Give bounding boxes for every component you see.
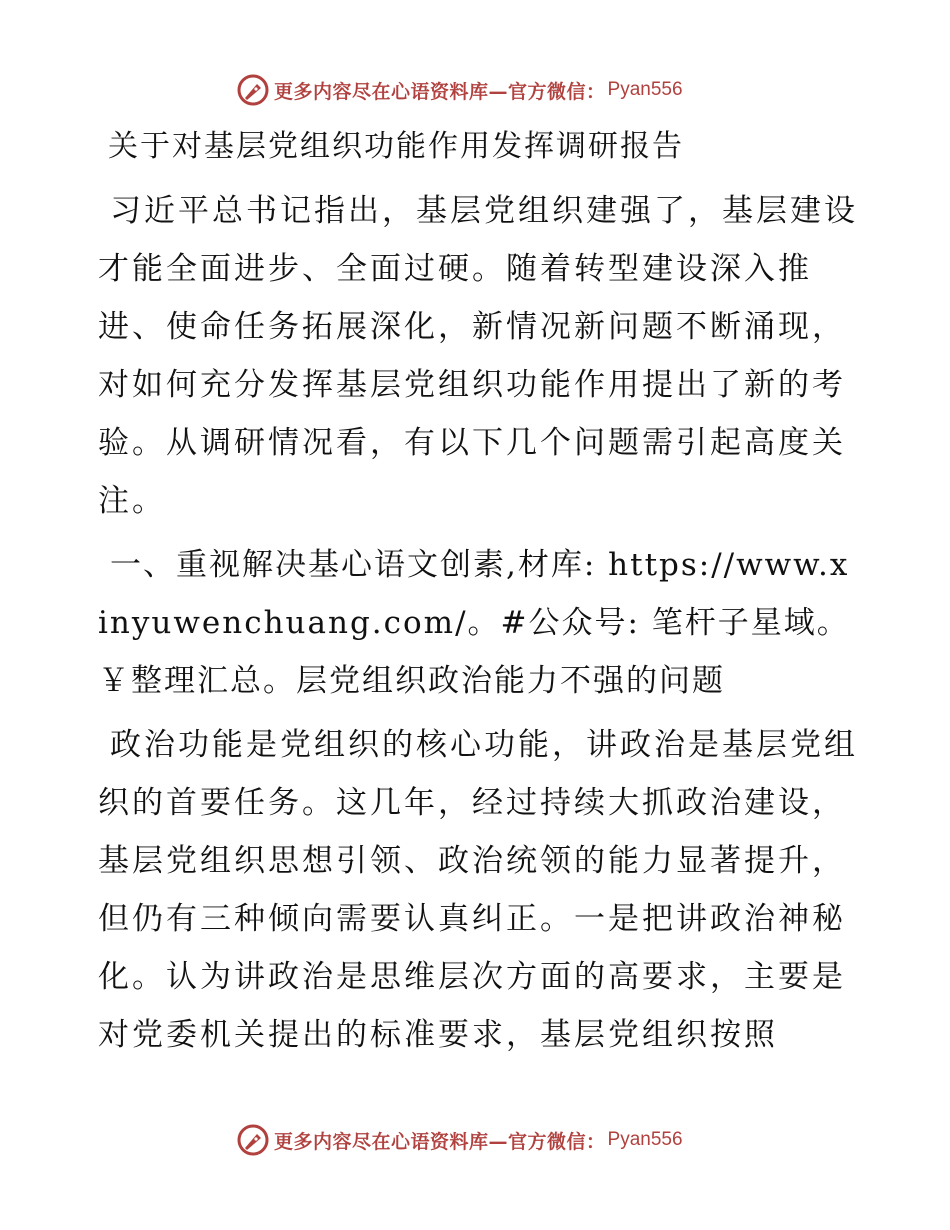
paragraph-political-function: 政治功能是党组织的核心功能，讲政治是基层党组织的首要任务。这几年，经过持续大抓政治建设，基层党组织思想引领、政治统领的能力显著提升，但仍有三种倾向需要认真纠正。一是把讲政治神秘化。认为讲政治是思维层次方面的高要求，主要是对党委机关提出的标准要求，基层党组织按照: [98, 727, 858, 1053]
watermark-header: [236, 72, 683, 108]
watermark-text: 更多内容尽在心语资料库—官方微信：: [274, 1130, 606, 1153]
section-heading-1: 一、重视解决基心语文创素,材库: https://www.xinyuwenchuang.com/。#公众号: 笔杆子星域。￥整理汇总。层党组织政治能力不强的问题: [98, 547, 850, 699]
paragraph-intro: 习近平总书记指出，基层党组织建强了，基层建设才能全面进步、全面过硬。随着转型建设深入推进、使命任务拓展深化，新情况新问题不断涌现，对如何充分发挥基层党组织功能作用提出了新的考验。从调研情况看，有以下几个问题需引起高度关注。: [98, 193, 858, 519]
watermark-wechat-id: Pyan556: [607, 1129, 683, 1150]
watermark-text: 更多内容尽在心语资料库—官方微信：: [274, 80, 606, 103]
watermark-footer: [236, 1122, 683, 1158]
pen-nib-circle-icon: [236, 1123, 270, 1157]
document-title: 关于对基层党组织功能作用发挥调研报告: [108, 129, 684, 164]
watermark-wechat-id: Pyan556: [607, 79, 683, 100]
pen-nib-circle-icon: [236, 73, 270, 107]
document-body: [98, 120, 858, 1070]
